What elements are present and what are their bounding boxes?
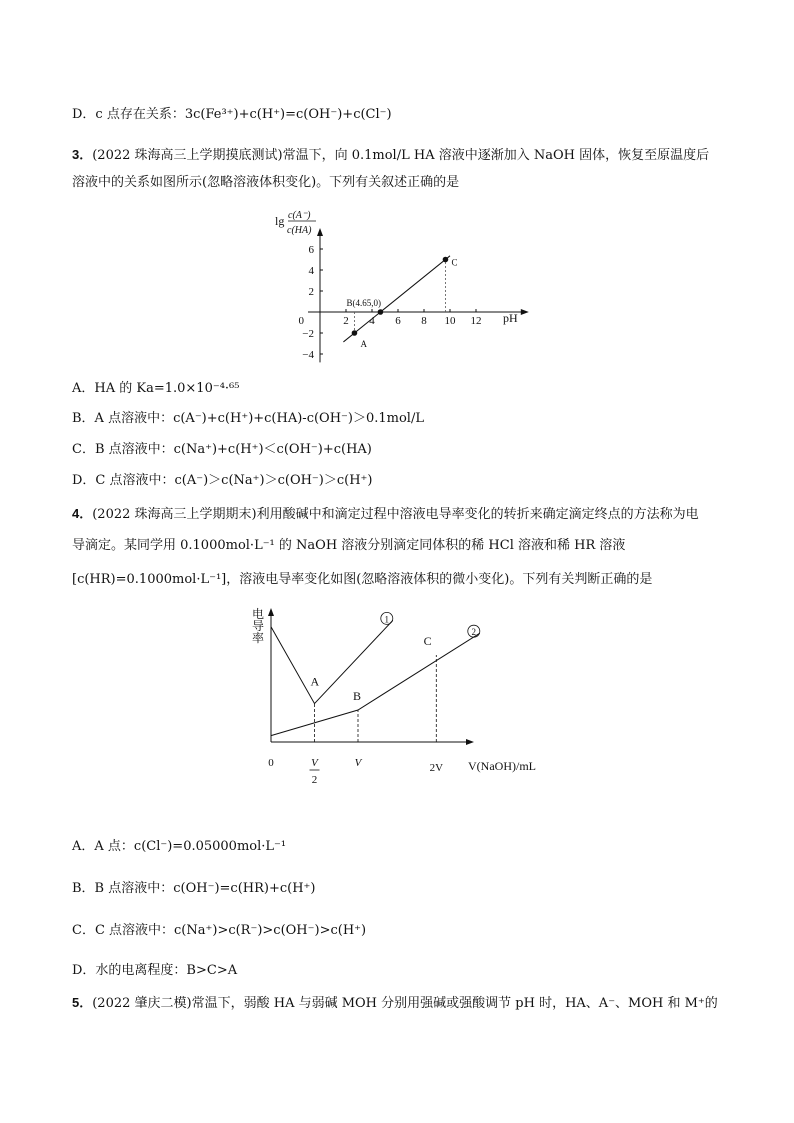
q3-option-c: C．B 点溶液中：c(Na⁺)+c(H⁺)＜c(OH⁻)+c(HA) bbox=[72, 442, 372, 457]
q4-option-d: D．水的电离程度：B>C>A bbox=[72, 963, 238, 978]
x-tick-label: V bbox=[354, 757, 362, 769]
x-tick-label: 2V bbox=[429, 762, 444, 774]
data-point bbox=[443, 257, 449, 263]
q4-chart bbox=[246, 602, 556, 794]
point-label: C bbox=[451, 257, 458, 268]
x-axis-arrow bbox=[466, 739, 474, 745]
point-label: A bbox=[360, 339, 367, 349]
q4-stem-line-3 bbox=[72, 571, 652, 589]
y-tick-label: 2 bbox=[308, 286, 314, 298]
y-label-char: 电 bbox=[252, 607, 265, 621]
q3-option-b: B．A 点溶液中：c(A⁻)+c(H⁺)+c(HA)-c(OH⁻)＞0.1mol/L bbox=[72, 411, 424, 426]
q4-stem-line-1 bbox=[72, 505, 699, 524]
q2-option-d: D．c 点存在关系：3c(Fe³⁺)+c(H⁺)=c(OH⁻)+c(Cl⁻) bbox=[72, 107, 392, 122]
point-label: C bbox=[423, 633, 432, 648]
series-line bbox=[271, 620, 393, 703]
point-label: A bbox=[310, 674, 320, 689]
x-tick-label: 4 bbox=[369, 315, 375, 327]
q4-stem-3a: [c(HR)=0.1000mol·L⁻¹] bbox=[72, 572, 227, 587]
x-tick-label: V bbox=[311, 757, 318, 769]
point-label: B bbox=[353, 689, 362, 703]
y-tick-label: −4 bbox=[302, 349, 314, 361]
q3-xlabel: pH bbox=[503, 311, 518, 325]
q3-ylabel-prefix: lg bbox=[275, 214, 285, 228]
q3-ylabel-num: c(A⁻) bbox=[288, 210, 311, 221]
point-label: B(4.65,0) bbox=[346, 298, 381, 308]
data-point bbox=[378, 309, 384, 315]
q4-option-a: A．A 点：c(Cl⁻)=0.05000mol·L⁻¹ bbox=[72, 839, 287, 854]
y-tick-label: 4 bbox=[308, 265, 314, 277]
q3-option-d: D．C 点溶液中：c(A⁻)＞c(Na⁺)＞c(OH⁻)＞c(H⁺) bbox=[72, 473, 373, 488]
q4-number: 4． bbox=[72, 506, 93, 521]
series-line bbox=[271, 633, 480, 735]
y-tick-label: −2 bbox=[302, 328, 314, 340]
q3-stem-1: (2022 珠海高三上学期摸底测试)常温下，向 0.1mol/L HA 溶液中逐渐加入 NaOH 固体，恢复至原温度后 bbox=[92, 148, 710, 163]
x-tick-label: 6 bbox=[395, 315, 401, 327]
y-axis-arrow bbox=[317, 228, 323, 236]
q3-chart bbox=[270, 204, 530, 370]
q3-number: 3． bbox=[72, 147, 93, 162]
data-point bbox=[352, 330, 358, 336]
q3-stem-line-1 bbox=[72, 146, 709, 165]
x-label: V(NaOH)/mL bbox=[468, 759, 536, 773]
q3-option-a: A．HA 的 Ka=1.0×10⁻⁴·⁶⁵ bbox=[72, 381, 240, 396]
q5-stem-1: (2022 肇庆二模)常温下，弱酸 HA 与弱碱 MOH 分别用强碱或强酸调节 pH 时，HA、A⁻、MOH 和 M⁺的 bbox=[92, 996, 718, 1011]
x-tick-label: 12 bbox=[470, 315, 482, 327]
q4-option-b: B．B 点溶液中：c(OH⁻)=c(HR)+c(H⁺) bbox=[72, 881, 316, 896]
q4-plot-area bbox=[252, 606, 536, 786]
y-axis-arrow bbox=[268, 608, 274, 616]
series-label: 2 bbox=[471, 627, 477, 638]
x-tick-label: 2 bbox=[343, 315, 349, 327]
q3-stem-2: 溶液中的关系如图所示(忽略溶液体积变化)。下列有关叙述正确的是 bbox=[72, 175, 460, 190]
q4-stem-1: (2022 珠海高三上学期期末)利用酸碱中和滴定过程中溶液电导率变化的转折来确定滴定终点的方法称为电 bbox=[92, 507, 699, 522]
x-tick-label: 10 bbox=[444, 315, 456, 327]
q4-stem-3b: ，溶液电导率变化如图(忽略溶液体积的微小变化)。下列有关判断正确的是 bbox=[226, 572, 653, 587]
q3-plot-area bbox=[299, 228, 529, 362]
series-label: 1 bbox=[384, 614, 390, 625]
y-tick-label: 6 bbox=[308, 244, 314, 256]
q4-option-c: C．C 点溶液中：c(Na⁺)>c(R⁻)>c(OH⁻)>c(H⁺) bbox=[72, 923, 367, 938]
x-axis-arrow bbox=[521, 309, 529, 315]
q4-stem-2: 导滴定。某同学用 0.1000mol·L⁻¹ 的 NaOH 溶液分别滴定同体积的稀 HCl 溶液和稀 HR 溶液 bbox=[72, 538, 626, 553]
x-tick-label: 0 bbox=[268, 757, 274, 769]
y-label-char: 率 bbox=[252, 631, 265, 645]
x-tick-label: 8 bbox=[421, 315, 427, 327]
y-label-char: 导 bbox=[252, 619, 265, 633]
q3-ylabel-den: c(HA) bbox=[287, 225, 312, 236]
q5-stem-line-1 bbox=[72, 994, 718, 1013]
q5-number: 5． bbox=[72, 995, 93, 1010]
x-tick-label: 2 bbox=[311, 774, 318, 786]
y-tick-label: 0 bbox=[298, 315, 304, 327]
